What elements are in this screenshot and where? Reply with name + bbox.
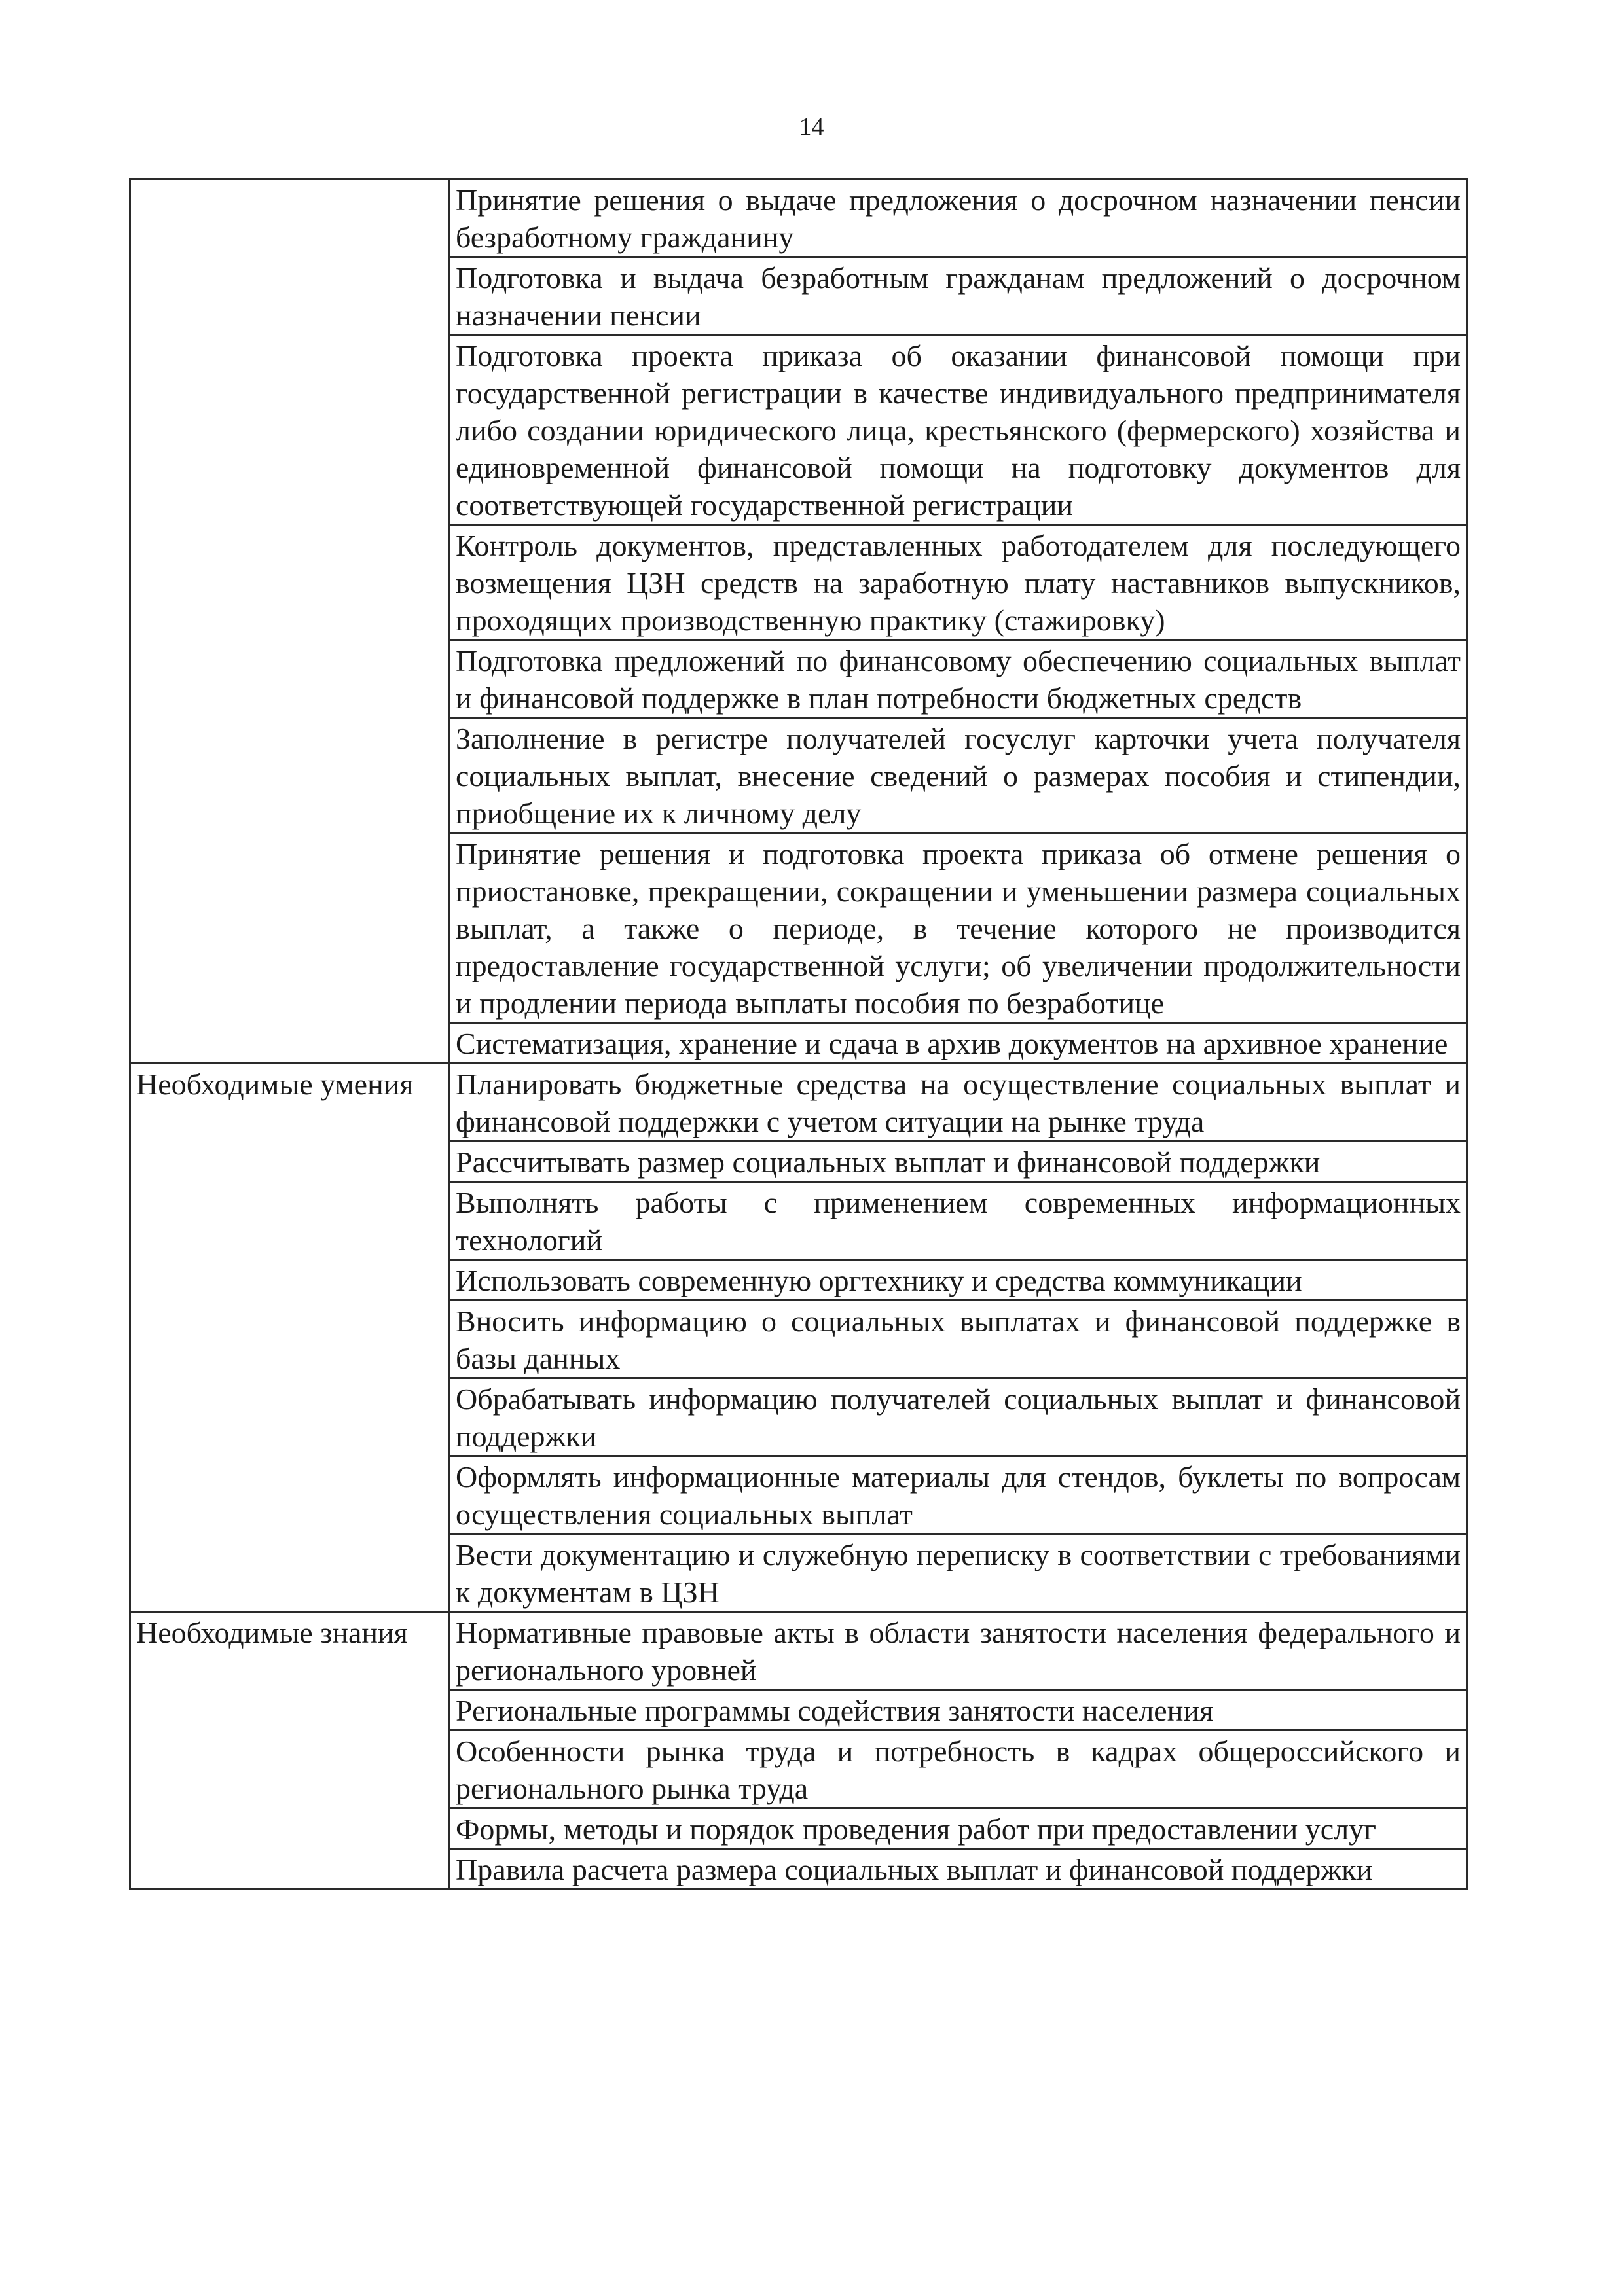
item-cell: Региональные программы содействия занятости населения bbox=[450, 1690, 1467, 1731]
table-row bbox=[130, 1612, 1467, 1690]
item-cell: Правила расчета размера социальных выплат и финансовой поддержки bbox=[450, 1849, 1467, 1890]
item-cell: Использовать современную оргтехнику и средства коммуникации bbox=[450, 1260, 1467, 1300]
table-row bbox=[130, 179, 1467, 257]
item-cell: Планировать бюджетные средства на осуществление социальных выплат и финансовой поддержки с учетом ситуации на рынке труда bbox=[450, 1064, 1467, 1141]
item-cell: Контроль документов, представленных работодателем для последующего возмещения ЦЗН средств на заработную плату наставников выпускников, проходящих производственную практику (стажировку) bbox=[450, 525, 1467, 640]
item-cell: Вести документацию и служебную переписку в соответствии с требованиями к документам в ЦЗН bbox=[450, 1534, 1467, 1612]
section-label bbox=[130, 179, 450, 1064]
item-cell: Выполнять работы с применением современных информационных технологий bbox=[450, 1182, 1467, 1260]
item-cell: Оформлять информационные материалы для стендов, буклеты по вопросам осуществления социальных выплат bbox=[450, 1456, 1467, 1534]
table-row bbox=[130, 1064, 1467, 1141]
item-cell: Обрабатывать информацию получателей социальных выплат и финансовой поддержки bbox=[450, 1378, 1467, 1456]
item-cell: Нормативные правовые акты в области занятости населения федерального и регионального уровней bbox=[450, 1612, 1467, 1690]
section-label: Необходимые умения bbox=[130, 1064, 450, 1612]
competency-table bbox=[129, 178, 1468, 1890]
item-cell: Заполнение в регистре получателей госуслуг карточки учета получателя социальных выплат, внесение сведений о размерах пособия и стипендии, приобщение их к личному делу bbox=[450, 718, 1467, 833]
page-number: 14 bbox=[799, 113, 824, 141]
table-body bbox=[130, 179, 1467, 1890]
item-cell: Формы, методы и порядок проведения работ при предоставлении услуг bbox=[450, 1808, 1467, 1849]
section-label: Необходимые знания bbox=[130, 1612, 450, 1890]
item-cell: Принятие решения о выдаче предложения о досрочном назначении пенсии безработному гражданину bbox=[450, 179, 1467, 257]
item-cell: Подготовка проекта приказа об оказании финансовой помощи при государственной регистрации в качестве индивидуального предпринимателя либо создании юридического лица, крестьянского (фермерского) хозяйства и единовременной финансовой помощи на подготовку документов для соответствующей государственной регистрации bbox=[450, 335, 1467, 525]
item-cell: Систематизация, хранение и сдача в архив документов на архивное хранение bbox=[450, 1023, 1467, 1064]
item-cell: Подготовка и выдача безработным гражданам предложений о досрочном назначении пенсии bbox=[450, 257, 1467, 335]
item-cell: Подготовка предложений по финансовому обеспечению социальных выплат и финансовой поддержке в план потребности бюджетных средств bbox=[450, 640, 1467, 718]
item-cell: Особенности рынка труда и потребность в кадрах общероссийского и регионального рынка труда bbox=[450, 1731, 1467, 1808]
item-cell: Рассчитывать размер социальных выплат и финансовой поддержки bbox=[450, 1141, 1467, 1182]
item-cell: Принятие решения и подготовка проекта приказа об отмене решения о приостановке, прекращении, сокращении и уменьшении размера социальных выплат, а также о периоде, в течение которого не производится предоставление государственной услуги; об увеличении продолжительности и продлении периода выплаты пособия по безработице bbox=[450, 833, 1467, 1023]
item-cell: Вносить информацию о социальных выплатах и финансовой поддержке в базы данных bbox=[450, 1300, 1467, 1378]
